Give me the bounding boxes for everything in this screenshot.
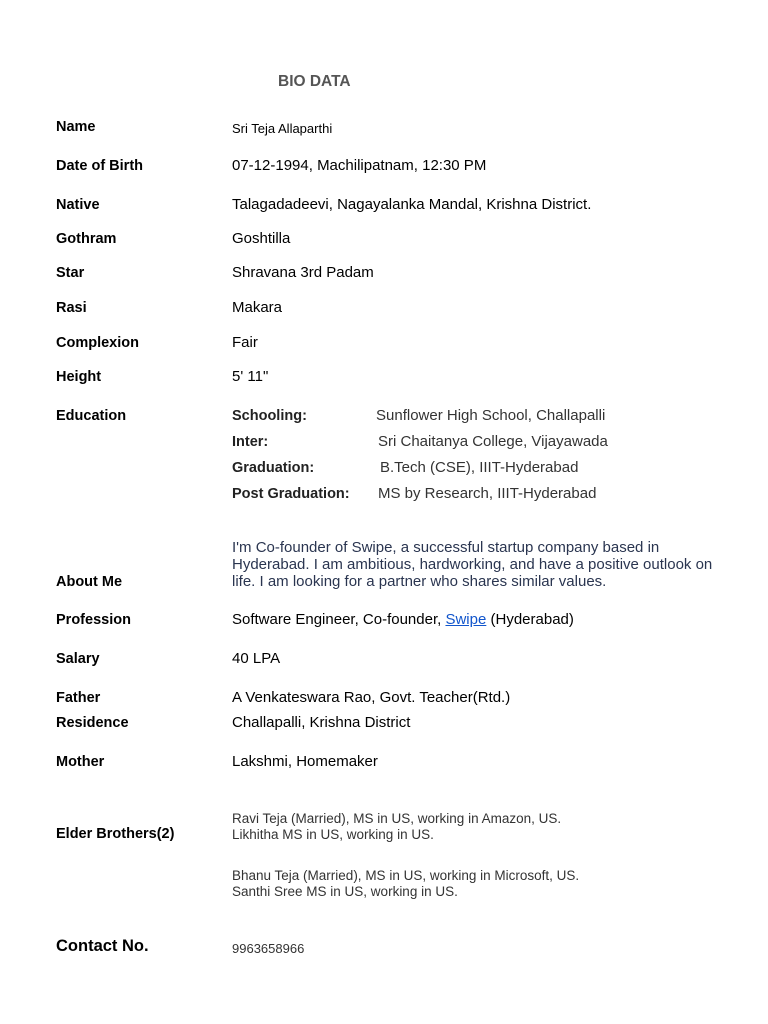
document-title: BIO DATA [278, 73, 351, 90]
inter-value: Sri Chaitanya College, Vijayawada [378, 433, 608, 450]
contact-value: 9963658966 [232, 941, 305, 956]
contact-label: Contact No. [56, 937, 149, 955]
name-value: Sri Teja Allaparthi [232, 121, 333, 136]
native-value: Talagadadeevi, Nagayalanka Mandal, Krishna District. [232, 196, 592, 213]
dob-value: 07-12-1994, Machilipatnam, 12:30 PM [232, 157, 487, 174]
star-label: Star [56, 265, 85, 281]
name-label: Name [56, 119, 96, 135]
complexion-label: Complexion [56, 335, 139, 351]
height-value: 5' 11" [232, 368, 269, 385]
elder-brothers-label: Elder Brothers(2) [56, 826, 175, 842]
father-label: Father [56, 690, 101, 706]
brother-1-line-2: Likhitha MS in US, working in US. [232, 827, 434, 842]
height-label: Height [56, 369, 102, 385]
swipe-link[interactable]: Swipe [445, 611, 487, 628]
about-me-text: I'm Co-founder of Swipe, a successful startup company based in Hyderabad. I am ambitious, hardworking, and have a positive outlook on life. I am looking for a partner who shares similar values. [232, 539, 713, 590]
gothram-label: Gothram [56, 231, 117, 247]
profession-label: Profession [56, 612, 131, 628]
complexion-value: Fair [232, 334, 258, 351]
residence-value: Challapalli, Krishna District [232, 714, 411, 731]
post-graduation-value: MS by Research, IIIT-Hyderabad [378, 485, 597, 502]
father-value: A Venkateswara Rao, Govt. Teacher(Rtd.) [232, 689, 511, 706]
profession-suffix: (Hyderabad) [486, 611, 574, 628]
gothram-value: Goshtilla [232, 230, 291, 247]
native-label: Native [56, 197, 100, 213]
brother-1-line-1: Ravi Teja (Married), MS in US, working in Amazon, US. [232, 811, 562, 826]
mother-label: Mother [56, 754, 105, 770]
graduation-label: Graduation: [232, 460, 315, 476]
dob-label: Date of Birth [56, 158, 143, 174]
brother-2-line-1: Bhanu Teja (Married), MS in US, working in Microsoft, US. [232, 868, 580, 883]
brother-2-line-2: Santhi Sree MS in US, working in US. [232, 884, 458, 899]
rasi-label: Rasi [56, 300, 87, 316]
graduation-value: B.Tech (CSE), IIIT-Hyderabad [380, 459, 579, 476]
about-me-label: About Me [56, 574, 123, 590]
schooling-value: Sunflower High School, Challapalli [376, 407, 606, 424]
inter-label: Inter: [232, 434, 269, 450]
profession-prefix: Software Engineer, Co-founder, [232, 611, 446, 628]
residence-label: Residence [56, 715, 129, 731]
star-value: Shravana 3rd Padam [232, 264, 374, 281]
education-label: Education [56, 408, 127, 424]
mother-value: Lakshmi, Homemaker [232, 753, 378, 770]
salary-value: 40 LPA [232, 650, 281, 667]
profession-value [232, 611, 574, 628]
schooling-label: Schooling: [232, 408, 307, 424]
salary-label: Salary [56, 651, 100, 667]
rasi-value: Makara [232, 299, 283, 316]
post-graduation-label: Post Graduation: [232, 486, 350, 502]
